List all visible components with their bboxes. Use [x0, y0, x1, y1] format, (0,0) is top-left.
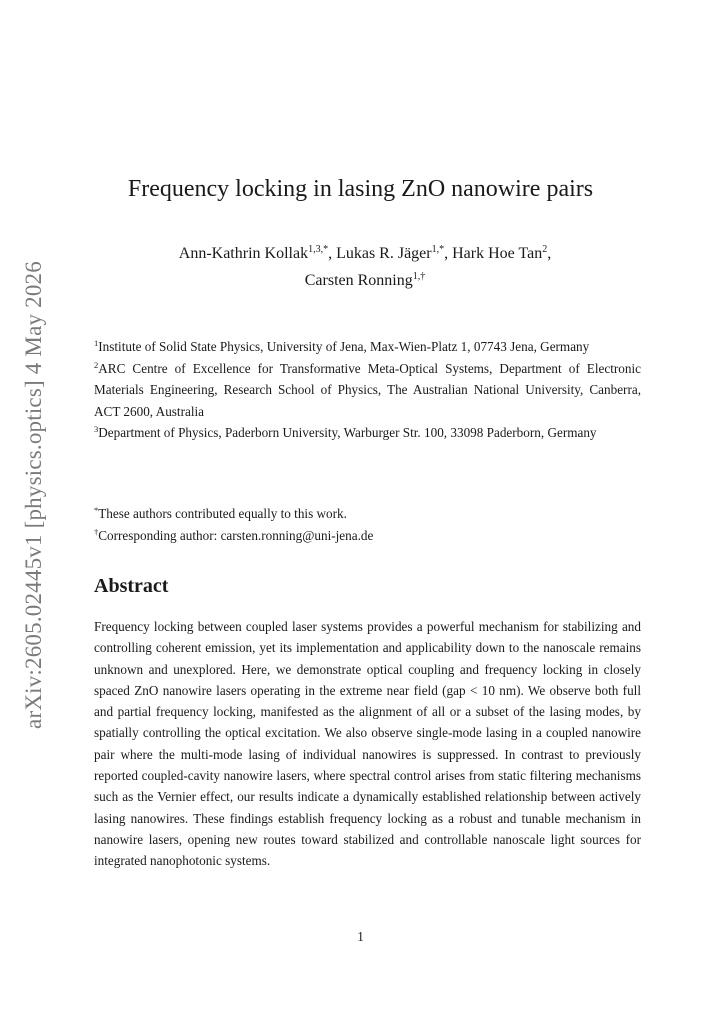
author-affiliation-mark: 1,† — [412, 271, 426, 282]
abstract-heading: Abstract — [94, 575, 169, 597]
affiliation-item — [94, 336, 641, 358]
author-affiliation-mark: 2 — [542, 244, 548, 255]
author-separator: , — [547, 245, 552, 262]
affiliation-list — [94, 336, 641, 444]
author-affiliation-mark: 1,* — [431, 244, 445, 255]
abstract-paragraph: Frequency locking between coupled laser systems provides a powerful mechanism for stabilizing and controlling coherent emission, yet its implementation and applicability down to the nanoscale remains unknown and unexplored. Here, we demonstrate optical coupling and frequency locking in closely spaced ZnO nanowire lasers operating in the extreme near field (gap < 10 nm). We observe both full and partial frequency locking, manifested as the alignment of all or a subset of the lasing modes, by spatially controlling the optical excitation. We also observe single-mode lasing in a coupled nanowire pair where the multi-mode lasing of individual nanowires is suppressed. In contrast to previously reported coupled-cavity nanowire lasers, where spectral control arises from static filtering mechanisms such as the Vernier effect, our results indicate a dynamically established relationship between actively lasing nanowires. These findings establish frequency locking as a robust and tunable mechanism in nanowire lasers, opening new routes toward stabilized and controllable nanoscale light sources for integrated nanophotonic systems. — [94, 619, 641, 869]
affiliation-text: Department of Physics, Paderborn University, Warburger Str. 100, 33098 Paderborn, Germany — [98, 425, 597, 440]
author-separator: , — [328, 245, 337, 262]
affiliation-number: 3 — [94, 424, 99, 434]
author-name: Hark Hoe Tan — [452, 245, 543, 262]
note-item — [94, 525, 641, 547]
note-text: These authors contributed equally to this work. — [98, 506, 347, 521]
paper-title: Frequency locking in lasing ZnO nanowire pairs — [127, 176, 594, 202]
author-name: Ann-Kathrin Kollak — [178, 245, 309, 262]
author-name: Carsten Ronning — [304, 272, 413, 289]
page-number: 1 — [357, 929, 364, 944]
affiliation-item — [94, 358, 641, 423]
note-mark: † — [94, 526, 99, 537]
affiliation-number: 2 — [94, 359, 99, 370]
note-text: Corresponding author: carsten.ronning@uni-jena.de — [98, 527, 374, 543]
affiliation-number: 1 — [94, 338, 99, 348]
author-affiliation-mark: 1,3,* — [308, 244, 329, 255]
note-mark: * — [94, 505, 99, 515]
affiliation-text: ARC Centre of Excellence for Transformative Meta-Optical Systems, Department of Electronic Materials Engineering, Research School of Physics, The Australian National University, Canberra, ACT 2600, Australia — [94, 360, 641, 419]
note-item — [94, 503, 641, 525]
abstract-body — [94, 616, 641, 872]
affiliation-text: Institute of Solid State Physics, University of Jena, Max-Wien-Platz 1, 07743 Jena, Germany — [98, 339, 590, 354]
affiliation-item — [94, 422, 641, 444]
author-list — [120, 240, 610, 294]
author-notes — [94, 503, 641, 546]
author-separator: , — [444, 245, 453, 262]
arxiv-identifier-stamp: arXiv:2605.02445v1 [physics.optics] 4 May 2026 — [21, 261, 46, 729]
author-name: Lukas R. Jäger — [336, 245, 432, 262]
